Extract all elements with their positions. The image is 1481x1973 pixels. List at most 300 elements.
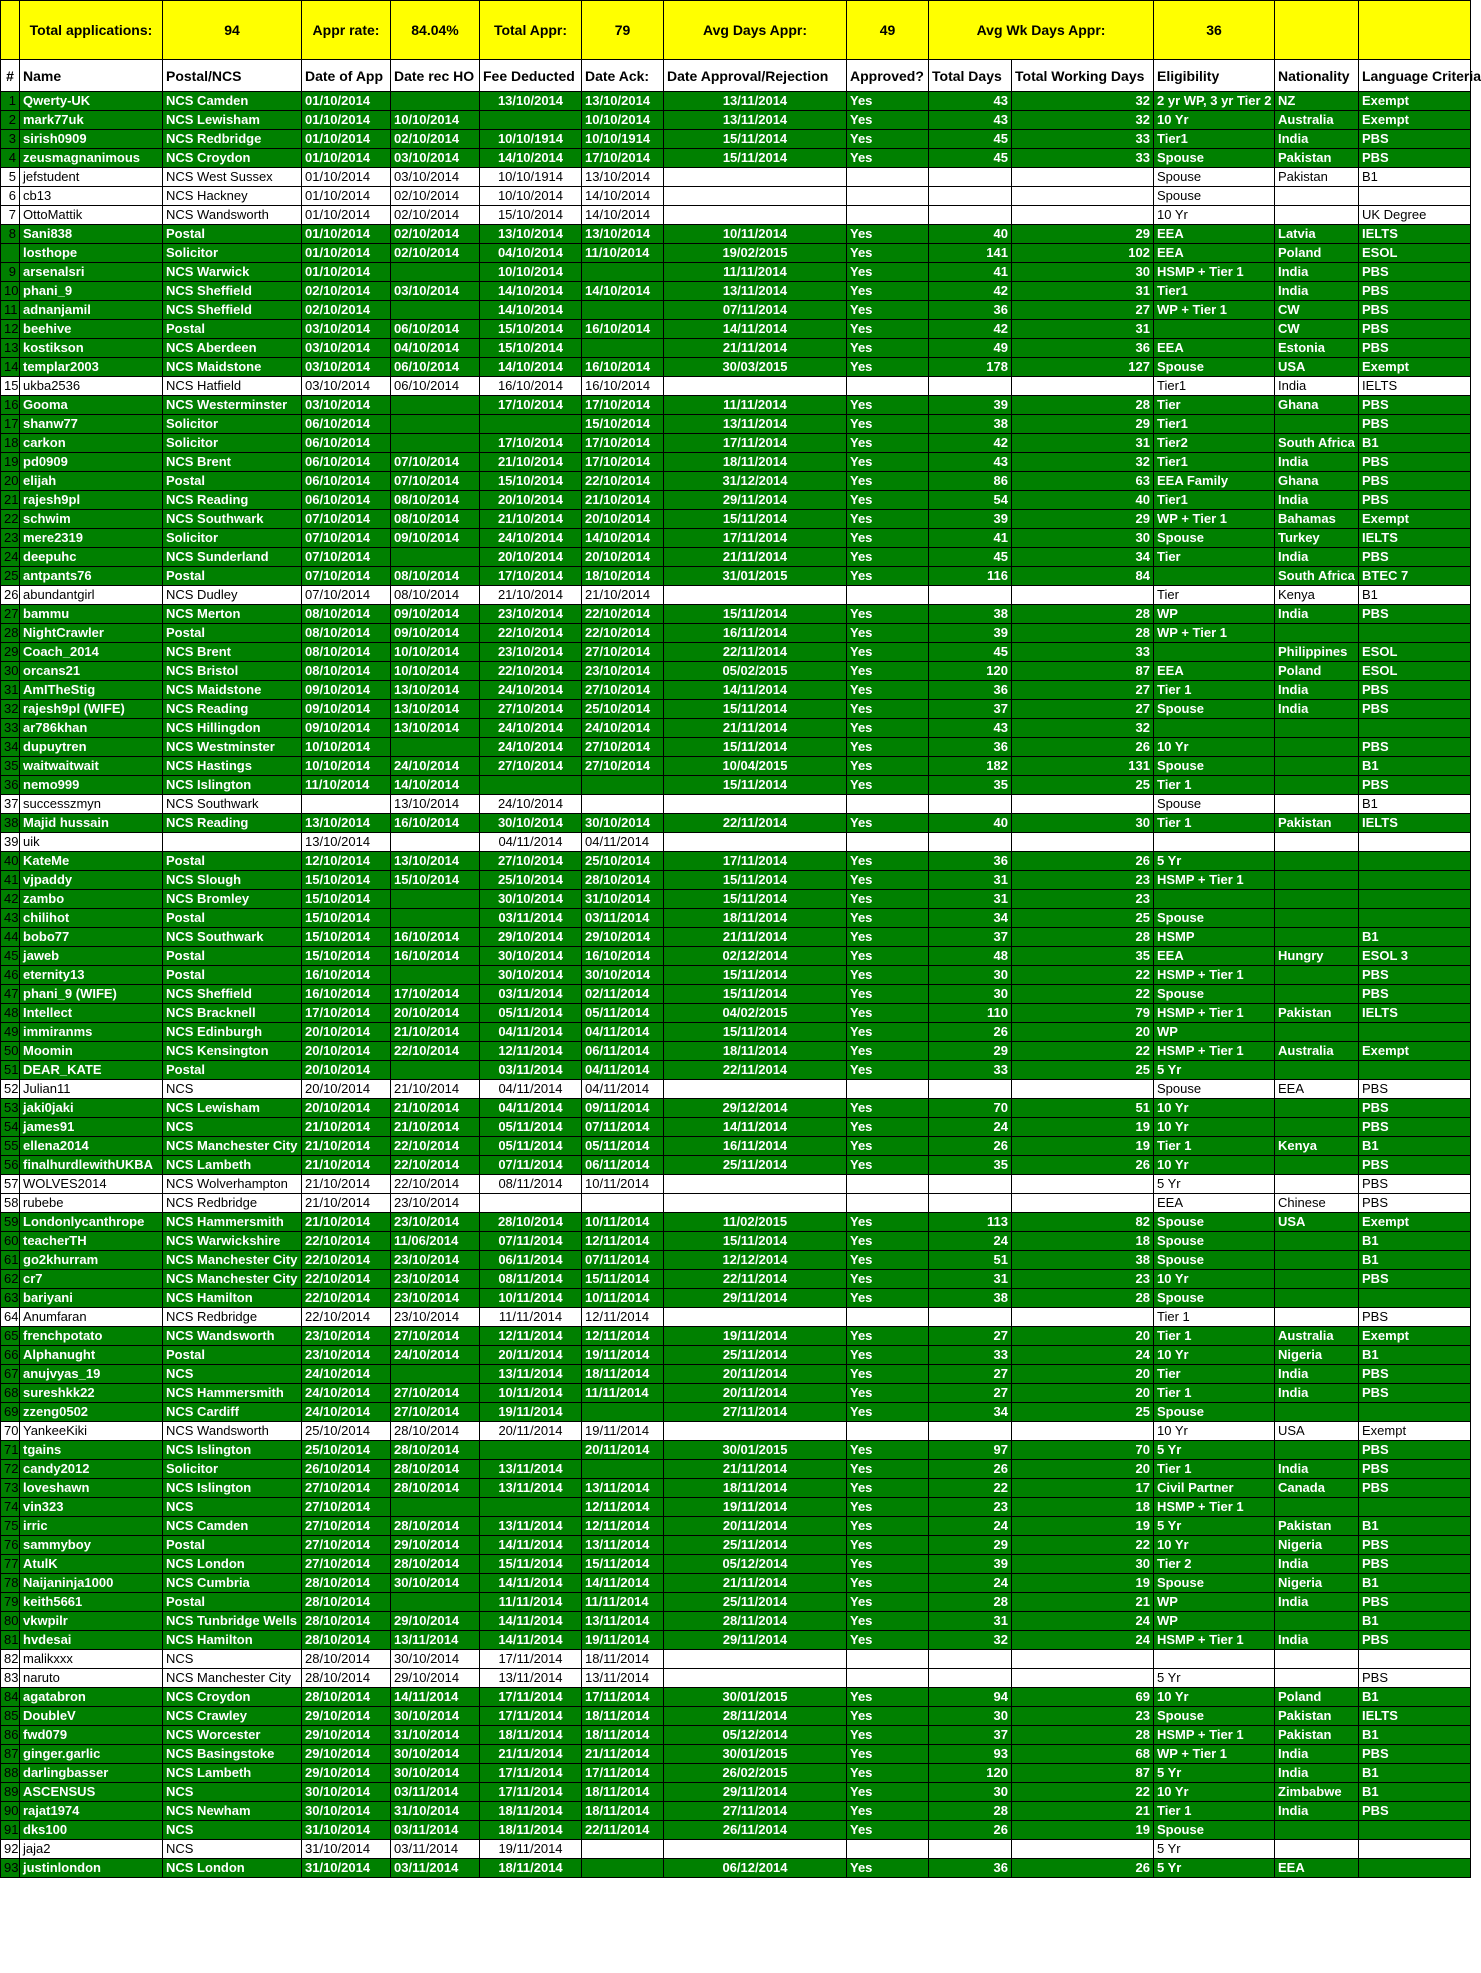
cell-date-approval-rejection[interactable]: 02/12/2014 xyxy=(664,947,847,966)
cell-date-ack[interactable]: 20/10/2014 xyxy=(582,510,664,529)
cell-approved[interactable]: Yes xyxy=(847,529,929,548)
cell-row-number[interactable]: 74 xyxy=(1,1498,20,1517)
cell-fee-deducted[interactable]: 13/11/2014 xyxy=(480,1517,582,1536)
cell-date-rec-ho[interactable]: 13/10/2014 xyxy=(391,700,480,719)
cell-postal-ncs[interactable]: NCS Sunderland xyxy=(163,548,302,567)
cell-date-ack[interactable]: 23/10/2014 xyxy=(582,662,664,681)
cell-row-number[interactable]: 86 xyxy=(1,1726,20,1745)
cell-row-number[interactable]: 51 xyxy=(1,1061,20,1080)
cell-date-approval-rejection[interactable]: 17/11/2014 xyxy=(664,852,847,871)
cell-total-working-days[interactable]: 87 xyxy=(1012,662,1154,681)
cell-date-rec-ho[interactable]: 13/10/2014 xyxy=(391,681,480,700)
cell-row-number[interactable]: 20 xyxy=(1,472,20,491)
cell-fee-deducted[interactable]: 14/11/2014 xyxy=(480,1536,582,1555)
cell-language-criteria[interactable]: PBS xyxy=(1359,1669,1471,1688)
cell-date-approval-rejection[interactable]: 13/11/2014 xyxy=(664,111,847,130)
cell-eligibility[interactable]: EEA xyxy=(1154,225,1275,244)
cell-fee-deducted[interactable]: 24/10/2014 xyxy=(480,738,582,757)
cell-eligibility[interactable]: 10 Yr xyxy=(1154,738,1275,757)
cell-date-ack[interactable]: 18/11/2014 xyxy=(582,1726,664,1745)
cell-eligibility[interactable]: Tier1 xyxy=(1154,453,1275,472)
cell-date-approval-rejection[interactable]: 21/11/2014 xyxy=(664,928,847,947)
cell-postal-ncs[interactable]: NCS Wandsworth xyxy=(163,206,302,225)
cell-total-working-days[interactable]: 19 xyxy=(1012,1574,1154,1593)
cell-postal-ncs[interactable]: NCS Sheffield xyxy=(163,985,302,1004)
cell-postal-ncs[interactable]: NCS Manchester City xyxy=(163,1137,302,1156)
cell-postal-ncs[interactable]: NCS Hillingdon xyxy=(163,719,302,738)
cell-total-days[interactable]: 24 xyxy=(929,1517,1012,1536)
cell-postal-ncs[interactable]: NCS Westminster xyxy=(163,738,302,757)
cell-date-ack[interactable]: 04/11/2014 xyxy=(582,1023,664,1042)
header-language-criteria[interactable]: Language Criteria xyxy=(1359,60,1471,92)
cell-date-rec-ho[interactable] xyxy=(391,263,480,282)
cell-postal-ncs[interactable]: NCS West Sussex xyxy=(163,168,302,187)
cell-date-approval-rejection[interactable]: 05/02/2015 xyxy=(664,662,847,681)
cell-date-ack[interactable]: 12/11/2014 xyxy=(582,1327,664,1346)
cell-eligibility[interactable]: Tier 1 xyxy=(1154,776,1275,795)
cell-row-number[interactable]: 84 xyxy=(1,1688,20,1707)
cell-nationality[interactable]: India xyxy=(1275,491,1359,510)
cell-name[interactable]: AmITheStig xyxy=(20,681,163,700)
cell-nationality[interactable]: EEA xyxy=(1275,1080,1359,1099)
cell-date-approval-rejection[interactable]: 19/11/2014 xyxy=(664,1498,847,1517)
cell-total-days[interactable]: 36 xyxy=(929,1859,1012,1878)
cell-total-days[interactable]: 31 xyxy=(929,1270,1012,1289)
cell-eligibility[interactable]: Spouse xyxy=(1154,1213,1275,1232)
cell-language-criteria[interactable]: PBS xyxy=(1359,700,1471,719)
cell-date-ack[interactable]: 16/10/2014 xyxy=(582,947,664,966)
cell-fee-deducted[interactable]: 14/11/2014 xyxy=(480,1574,582,1593)
cell-language-criteria[interactable]: PBS xyxy=(1359,1802,1471,1821)
cell-name[interactable]: NightCrawler xyxy=(20,624,163,643)
cell-row-number[interactable]: 3 xyxy=(1,130,20,149)
cell-row-number[interactable]: 89 xyxy=(1,1783,20,1802)
cell-date-rec-ho[interactable] xyxy=(391,1593,480,1612)
cell-total-working-days[interactable]: 19 xyxy=(1012,1517,1154,1536)
cell-total-days[interactable]: 34 xyxy=(929,1403,1012,1422)
cell-date-rec-ho[interactable]: 21/10/2014 xyxy=(391,1080,480,1099)
cell-date-rec-ho[interactable]: 02/10/2014 xyxy=(391,187,480,206)
cell-row-number[interactable]: 39 xyxy=(1,833,20,852)
cell-eligibility[interactable]: HSMP xyxy=(1154,928,1275,947)
cell-date-of-app[interactable]: 15/10/2014 xyxy=(302,909,391,928)
cell-fee-deducted[interactable]: 24/10/2014 xyxy=(480,795,582,814)
cell-name[interactable]: finalhurdlewithUKBA xyxy=(20,1156,163,1175)
cell-date-of-app[interactable]: 01/10/2014 xyxy=(302,92,391,111)
cell-language-criteria[interactable]: IELTS xyxy=(1359,377,1471,396)
cell-date-rec-ho[interactable]: 21/10/2014 xyxy=(391,1118,480,1137)
cell-row-number[interactable]: 23 xyxy=(1,529,20,548)
cell-nationality[interactable]: India xyxy=(1275,453,1359,472)
cell-language-criteria[interactable]: Exempt xyxy=(1359,510,1471,529)
cell-date-of-app[interactable]: 31/10/2014 xyxy=(302,1840,391,1859)
cell-fee-deducted[interactable]: 08/11/2014 xyxy=(480,1270,582,1289)
cell-eligibility[interactable]: Spouse xyxy=(1154,985,1275,1004)
cell-date-of-app[interactable]: 21/10/2014 xyxy=(302,1156,391,1175)
cell-total-working-days[interactable]: 25 xyxy=(1012,1061,1154,1080)
cell-language-criteria[interactable] xyxy=(1359,833,1471,852)
avg-days-approval-label[interactable]: Avg Days Appr: xyxy=(664,1,847,60)
cell-date-ack[interactable]: 13/11/2014 xyxy=(582,1479,664,1498)
cell-row-number[interactable]: 34 xyxy=(1,738,20,757)
cell-postal-ncs[interactable]: NCS Camden xyxy=(163,1517,302,1536)
cell-language-criteria[interactable]: Exempt xyxy=(1359,1327,1471,1346)
cell-eligibility[interactable]: Spouse xyxy=(1154,757,1275,776)
cell-row-number[interactable]: 45 xyxy=(1,947,20,966)
cell-date-ack[interactable]: 14/10/2014 xyxy=(582,187,664,206)
cell-row-number[interactable]: 41 xyxy=(1,871,20,890)
cell-date-ack[interactable]: 17/10/2014 xyxy=(582,396,664,415)
cell-fee-deducted[interactable] xyxy=(480,1498,582,1517)
cell-language-criteria[interactable]: PBS xyxy=(1359,1270,1471,1289)
cell-language-criteria[interactable]: PBS xyxy=(1359,1479,1471,1498)
cell-total-days[interactable]: 29 xyxy=(929,1042,1012,1061)
cell-date-ack[interactable]: 14/10/2014 xyxy=(582,206,664,225)
cell-approved[interactable]: Yes xyxy=(847,1042,929,1061)
cell-postal-ncs[interactable]: NCS Tunbridge Wells xyxy=(163,1612,302,1631)
cell-total-working-days[interactable]: 28 xyxy=(1012,396,1154,415)
cell-postal-ncs[interactable]: Solicitor xyxy=(163,244,302,263)
cell-date-ack[interactable]: 11/11/2014 xyxy=(582,1593,664,1612)
cell-date-rec-ho[interactable]: 28/10/2014 xyxy=(391,1422,480,1441)
cell-postal-ncs[interactable]: NCS xyxy=(163,1821,302,1840)
cell-date-ack[interactable]: 30/10/2014 xyxy=(582,966,664,985)
cell-name[interactable]: dks100 xyxy=(20,1821,163,1840)
cell-language-criteria[interactable]: B1 xyxy=(1359,1137,1471,1156)
cell-language-criteria[interactable] xyxy=(1359,187,1471,206)
cell-date-approval-rejection[interactable]: 21/11/2014 xyxy=(664,1574,847,1593)
cell-fee-deducted[interactable]: 05/11/2014 xyxy=(480,1004,582,1023)
cell-fee-deducted[interactable]: 18/11/2014 xyxy=(480,1821,582,1840)
cell-eligibility[interactable]: HSMP + Tier 1 xyxy=(1154,1726,1275,1745)
cell-language-criteria[interactable]: B1 xyxy=(1359,1251,1471,1270)
cell-total-working-days[interactable]: 24 xyxy=(1012,1612,1154,1631)
cell-eligibility[interactable]: Tier 1 xyxy=(1154,1802,1275,1821)
summary-empty-cell-language[interactable] xyxy=(1359,1,1471,60)
cell-postal-ncs[interactable]: NCS Redbridge xyxy=(163,1194,302,1213)
cell-row-number[interactable]: 48 xyxy=(1,1004,20,1023)
cell-row-number[interactable]: 17 xyxy=(1,415,20,434)
cell-date-ack[interactable]: 16/10/2014 xyxy=(582,320,664,339)
cell-total-days[interactable]: 43 xyxy=(929,111,1012,130)
cell-total-working-days[interactable]: 20 xyxy=(1012,1327,1154,1346)
cell-row-number[interactable]: 42 xyxy=(1,890,20,909)
cell-name[interactable]: cr7 xyxy=(20,1270,163,1289)
cell-fee-deducted[interactable]: 13/11/2014 xyxy=(480,1460,582,1479)
cell-total-days[interactable] xyxy=(929,187,1012,206)
cell-language-criteria[interactable]: B1 xyxy=(1359,168,1471,187)
cell-date-rec-ho[interactable]: 06/10/2014 xyxy=(391,377,480,396)
cell-date-ack[interactable]: 15/10/2014 xyxy=(582,415,664,434)
cell-date-approval-rejection[interactable]: 11/02/2015 xyxy=(664,1213,847,1232)
cell-date-of-app[interactable]: 06/10/2014 xyxy=(302,472,391,491)
cell-date-of-app[interactable]: 03/10/2014 xyxy=(302,396,391,415)
cell-total-working-days[interactable]: 26 xyxy=(1012,852,1154,871)
cell-total-working-days[interactable]: 34 xyxy=(1012,548,1154,567)
cell-postal-ncs[interactable]: NCS Southwark xyxy=(163,510,302,529)
cell-postal-ncs[interactable]: NCS Dudley xyxy=(163,586,302,605)
cell-approved[interactable]: Yes xyxy=(847,1574,929,1593)
cell-eligibility[interactable]: WP + Tier 1 xyxy=(1154,510,1275,529)
cell-language-criteria[interactable]: PBS xyxy=(1359,1099,1471,1118)
cell-postal-ncs[interactable]: Solicitor xyxy=(163,415,302,434)
cell-date-rec-ho[interactable]: 29/10/2014 xyxy=(391,1536,480,1555)
cell-date-of-app[interactable]: 09/10/2014 xyxy=(302,719,391,738)
cell-eligibility[interactable]: 10 Yr xyxy=(1154,1346,1275,1365)
cell-postal-ncs[interactable]: NCS Islington xyxy=(163,1479,302,1498)
cell-postal-ncs[interactable]: NCS Hamilton xyxy=(163,1631,302,1650)
cell-date-rec-ho[interactable] xyxy=(391,434,480,453)
cell-postal-ncs[interactable]: NCS Crawley xyxy=(163,1707,302,1726)
cell-nationality[interactable]: South Africa xyxy=(1275,567,1359,586)
cell-nationality[interactable] xyxy=(1275,1498,1359,1517)
header-total-days[interactable]: Total Days xyxy=(929,60,1012,92)
cell-fee-deducted[interactable]: 07/11/2014 xyxy=(480,1232,582,1251)
cell-date-approval-rejection[interactable]: 15/11/2014 xyxy=(664,890,847,909)
cell-row-number[interactable]: 16 xyxy=(1,396,20,415)
cell-date-ack[interactable]: 04/11/2014 xyxy=(582,1061,664,1080)
cell-row-number[interactable]: 26 xyxy=(1,586,20,605)
cell-date-approval-rejection[interactable]: 13/11/2014 xyxy=(664,92,847,111)
cell-approved[interactable]: Yes xyxy=(847,396,929,415)
cell-date-rec-ho[interactable] xyxy=(391,833,480,852)
cell-eligibility[interactable]: 10 Yr xyxy=(1154,1099,1275,1118)
cell-total-days[interactable]: 49 xyxy=(929,339,1012,358)
cell-total-days[interactable]: 45 xyxy=(929,548,1012,567)
cell-approved[interactable]: Yes xyxy=(847,472,929,491)
cell-fee-deducted[interactable]: 24/10/2014 xyxy=(480,719,582,738)
cell-eligibility[interactable]: 5 Yr xyxy=(1154,1840,1275,1859)
cell-nationality[interactable]: Pakistan xyxy=(1275,1517,1359,1536)
cell-total-working-days[interactable]: 27 xyxy=(1012,681,1154,700)
cell-total-days[interactable]: 30 xyxy=(929,985,1012,1004)
cell-date-of-app[interactable]: 10/10/2014 xyxy=(302,757,391,776)
cell-nationality[interactable] xyxy=(1275,928,1359,947)
cell-date-approval-rejection[interactable]: 10/11/2014 xyxy=(664,225,847,244)
cell-nationality[interactable]: India xyxy=(1275,130,1359,149)
cell-total-working-days[interactable]: 30 xyxy=(1012,814,1154,833)
cell-date-approval-rejection[interactable]: 18/11/2014 xyxy=(664,1042,847,1061)
cell-date-approval-rejection[interactable]: 30/01/2015 xyxy=(664,1441,847,1460)
approval-rate-value[interactable]: 84.04% xyxy=(391,1,480,60)
cell-date-rec-ho[interactable]: 14/11/2014 xyxy=(391,1688,480,1707)
cell-postal-ncs[interactable]: NCS Reading xyxy=(163,814,302,833)
cell-language-criteria[interactable]: PBS xyxy=(1359,1118,1471,1137)
cell-eligibility[interactable]: EEA xyxy=(1154,339,1275,358)
cell-date-ack[interactable]: 22/10/2014 xyxy=(582,624,664,643)
cell-eligibility[interactable]: Spouse xyxy=(1154,1403,1275,1422)
cell-language-criteria[interactable]: PBS xyxy=(1359,1384,1471,1403)
cell-date-ack[interactable]: 13/11/2014 xyxy=(582,1612,664,1631)
cell-date-of-app[interactable]: 24/10/2014 xyxy=(302,1365,391,1384)
cell-name[interactable]: deepuhc xyxy=(20,548,163,567)
cell-nationality[interactable]: India xyxy=(1275,1555,1359,1574)
cell-date-approval-rejection[interactable]: 04/02/2015 xyxy=(664,1004,847,1023)
cell-total-working-days[interactable]: 23 xyxy=(1012,1707,1154,1726)
cell-language-criteria[interactable] xyxy=(1359,1289,1471,1308)
cell-language-criteria[interactable]: PBS xyxy=(1359,1536,1471,1555)
cell-postal-ncs[interactable]: NCS Lewisham xyxy=(163,1099,302,1118)
cell-nationality[interactable]: Pakistan xyxy=(1275,149,1359,168)
cell-date-approval-rejection[interactable]: 15/11/2014 xyxy=(664,130,847,149)
cell-total-days[interactable]: 27 xyxy=(929,1365,1012,1384)
cell-date-of-app[interactable]: 23/10/2014 xyxy=(302,1327,391,1346)
header-date-ack[interactable]: Date Ack: xyxy=(582,60,664,92)
cell-total-working-days[interactable]: 23 xyxy=(1012,890,1154,909)
cell-total-days[interactable] xyxy=(929,1422,1012,1441)
cell-eligibility[interactable]: 10 Yr xyxy=(1154,1270,1275,1289)
cell-date-ack[interactable] xyxy=(582,339,664,358)
cell-date-ack[interactable]: 25/10/2014 xyxy=(582,700,664,719)
cell-date-approval-rejection[interactable] xyxy=(664,1650,847,1669)
cell-date-ack[interactable] xyxy=(582,263,664,282)
cell-date-rec-ho[interactable]: 27/10/2014 xyxy=(391,1327,480,1346)
cell-name[interactable]: DoubleV xyxy=(20,1707,163,1726)
cell-total-working-days[interactable] xyxy=(1012,187,1154,206)
cell-language-criteria[interactable] xyxy=(1359,624,1471,643)
cell-date-rec-ho[interactable]: 04/10/2014 xyxy=(391,339,480,358)
cell-approved[interactable]: Yes xyxy=(847,852,929,871)
cell-date-approval-rejection[interactable]: 07/11/2014 xyxy=(664,301,847,320)
cell-date-approval-rejection[interactable]: 16/11/2014 xyxy=(664,624,847,643)
cell-total-working-days[interactable]: 18 xyxy=(1012,1232,1154,1251)
cell-total-working-days[interactable]: 22 xyxy=(1012,985,1154,1004)
cell-approved[interactable]: Yes xyxy=(847,149,929,168)
cell-eligibility[interactable]: 10 Yr xyxy=(1154,206,1275,225)
cell-name[interactable]: rajesh9pl (WIFE) xyxy=(20,700,163,719)
cell-language-criteria[interactable]: BTEC 7 xyxy=(1359,567,1471,586)
cell-name[interactable]: sirish0909 xyxy=(20,130,163,149)
cell-total-working-days[interactable] xyxy=(1012,1422,1154,1441)
cell-date-ack[interactable] xyxy=(582,1859,664,1878)
cell-approved[interactable]: Yes xyxy=(847,453,929,472)
cell-approved[interactable]: Yes xyxy=(847,1555,929,1574)
cell-approved[interactable]: Yes xyxy=(847,1517,929,1536)
cell-eligibility[interactable]: WP xyxy=(1154,1612,1275,1631)
cell-approved[interactable]: Yes xyxy=(847,415,929,434)
cell-row-number[interactable]: 52 xyxy=(1,1080,20,1099)
cell-eligibility[interactable]: WP + Tier 1 xyxy=(1154,301,1275,320)
cell-approved[interactable]: Yes xyxy=(847,719,929,738)
cell-fee-deducted[interactable]: 04/11/2014 xyxy=(480,1080,582,1099)
cell-fee-deducted[interactable]: 18/11/2014 xyxy=(480,1859,582,1878)
cell-fee-deducted[interactable]: 14/10/2014 xyxy=(480,358,582,377)
cell-fee-deducted[interactable]: 13/11/2014 xyxy=(480,1365,582,1384)
cell-fee-deducted[interactable]: 20/10/2014 xyxy=(480,548,582,567)
header-postal-ncs[interactable]: Postal/NCS xyxy=(163,60,302,92)
cell-language-criteria[interactable]: PBS xyxy=(1359,453,1471,472)
cell-total-working-days[interactable]: 40 xyxy=(1012,491,1154,510)
cell-date-of-app[interactable]: 03/10/2014 xyxy=(302,320,391,339)
cell-eligibility[interactable]: WP xyxy=(1154,605,1275,624)
cell-date-of-app[interactable]: 27/10/2014 xyxy=(302,1479,391,1498)
cell-date-approval-rejection[interactable]: 20/11/2014 xyxy=(664,1517,847,1536)
cell-total-days[interactable]: 30 xyxy=(929,1783,1012,1802)
cell-approved[interactable]: Yes xyxy=(847,1593,929,1612)
cell-date-ack[interactable]: 16/10/2014 xyxy=(582,377,664,396)
cell-approved[interactable]: Yes xyxy=(847,1460,929,1479)
cell-row-number[interactable]: 70 xyxy=(1,1422,20,1441)
cell-date-of-app[interactable] xyxy=(302,795,391,814)
cell-total-working-days[interactable]: 35 xyxy=(1012,947,1154,966)
cell-fee-deducted[interactable] xyxy=(480,111,582,130)
cell-date-approval-rejection[interactable]: 20/11/2014 xyxy=(664,1365,847,1384)
cell-language-criteria[interactable]: IELTS xyxy=(1359,1004,1471,1023)
cell-date-rec-ho[interactable] xyxy=(391,92,480,111)
cell-eligibility[interactable]: 5 Yr xyxy=(1154,1669,1275,1688)
cell-date-ack[interactable]: 17/11/2014 xyxy=(582,1764,664,1783)
cell-eligibility[interactable]: Tier2 xyxy=(1154,434,1275,453)
cell-date-ack[interactable]: 10/10/1914 xyxy=(582,130,664,149)
cell-total-working-days[interactable]: 32 xyxy=(1012,92,1154,111)
cell-row-number[interactable]: 10 xyxy=(1,282,20,301)
cell-total-working-days[interactable] xyxy=(1012,377,1154,396)
cell-date-ack[interactable]: 31/10/2014 xyxy=(582,890,664,909)
cell-approved[interactable]: Yes xyxy=(847,1707,929,1726)
cell-eligibility[interactable]: Tier1 xyxy=(1154,282,1275,301)
cell-date-ack[interactable]: 13/10/2014 xyxy=(582,92,664,111)
cell-total-days[interactable]: 94 xyxy=(929,1688,1012,1707)
cell-nationality[interactable]: Turkey xyxy=(1275,529,1359,548)
cell-name[interactable]: carkon xyxy=(20,434,163,453)
cell-fee-deducted[interactable] xyxy=(480,1441,582,1460)
cell-nationality[interactable]: Chinese xyxy=(1275,1194,1359,1213)
cell-approved[interactable]: Yes xyxy=(847,244,929,263)
cell-date-rec-ho[interactable]: 28/10/2014 xyxy=(391,1460,480,1479)
cell-postal-ncs[interactable]: Postal xyxy=(163,320,302,339)
cell-date-rec-ho[interactable]: 03/10/2014 xyxy=(391,168,480,187)
cell-row-number[interactable]: 21 xyxy=(1,491,20,510)
cell-eligibility[interactable]: Spouse xyxy=(1154,795,1275,814)
cell-nationality[interactable]: Poland xyxy=(1275,244,1359,263)
cell-date-of-app[interactable]: 29/10/2014 xyxy=(302,1707,391,1726)
cell-date-approval-rejection[interactable]: 31/01/2015 xyxy=(664,567,847,586)
cell-language-criteria[interactable] xyxy=(1359,1650,1471,1669)
cell-date-ack[interactable]: 17/10/2014 xyxy=(582,434,664,453)
cell-nationality[interactable]: Pakistan xyxy=(1275,1707,1359,1726)
cell-row-number[interactable]: 69 xyxy=(1,1403,20,1422)
cell-date-of-app[interactable]: 28/10/2014 xyxy=(302,1631,391,1650)
cell-name[interactable]: ASCENSUS xyxy=(20,1783,163,1802)
cell-total-days[interactable]: 38 xyxy=(929,605,1012,624)
cell-date-rec-ho[interactable]: 09/10/2014 xyxy=(391,624,480,643)
cell-fee-deducted[interactable]: 21/10/2014 xyxy=(480,510,582,529)
cell-language-criteria[interactable]: PBS xyxy=(1359,1308,1471,1327)
cell-row-number[interactable]: 15 xyxy=(1,377,20,396)
cell-name[interactable]: agatabron xyxy=(20,1688,163,1707)
cell-total-days[interactable]: 36 xyxy=(929,301,1012,320)
cell-name[interactable]: schwim xyxy=(20,510,163,529)
cell-row-number[interactable]: 36 xyxy=(1,776,20,795)
cell-total-working-days[interactable]: 30 xyxy=(1012,1555,1154,1574)
cell-date-rec-ho[interactable] xyxy=(391,548,480,567)
cell-date-rec-ho[interactable]: 31/10/2014 xyxy=(391,1802,480,1821)
cell-name[interactable]: adnanjamil xyxy=(20,301,163,320)
cell-nationality[interactable]: Nigeria xyxy=(1275,1346,1359,1365)
header-date-of-app[interactable]: Date of App xyxy=(302,60,391,92)
cell-total-working-days[interactable]: 25 xyxy=(1012,909,1154,928)
cell-row-number[interactable]: 67 xyxy=(1,1365,20,1384)
avg-days-approval-value[interactable]: 49 xyxy=(847,1,929,60)
cell-date-of-app[interactable]: 16/10/2014 xyxy=(302,966,391,985)
cell-fee-deducted[interactable]: 05/11/2014 xyxy=(480,1137,582,1156)
cell-row-number[interactable] xyxy=(1,244,20,263)
cell-date-approval-rejection[interactable]: 17/11/2014 xyxy=(664,529,847,548)
cell-name[interactable]: hvdesai xyxy=(20,1631,163,1650)
cell-approved[interactable]: Yes xyxy=(847,1802,929,1821)
cell-date-approval-rejection[interactable]: 21/11/2014 xyxy=(664,339,847,358)
cell-total-working-days[interactable] xyxy=(1012,206,1154,225)
